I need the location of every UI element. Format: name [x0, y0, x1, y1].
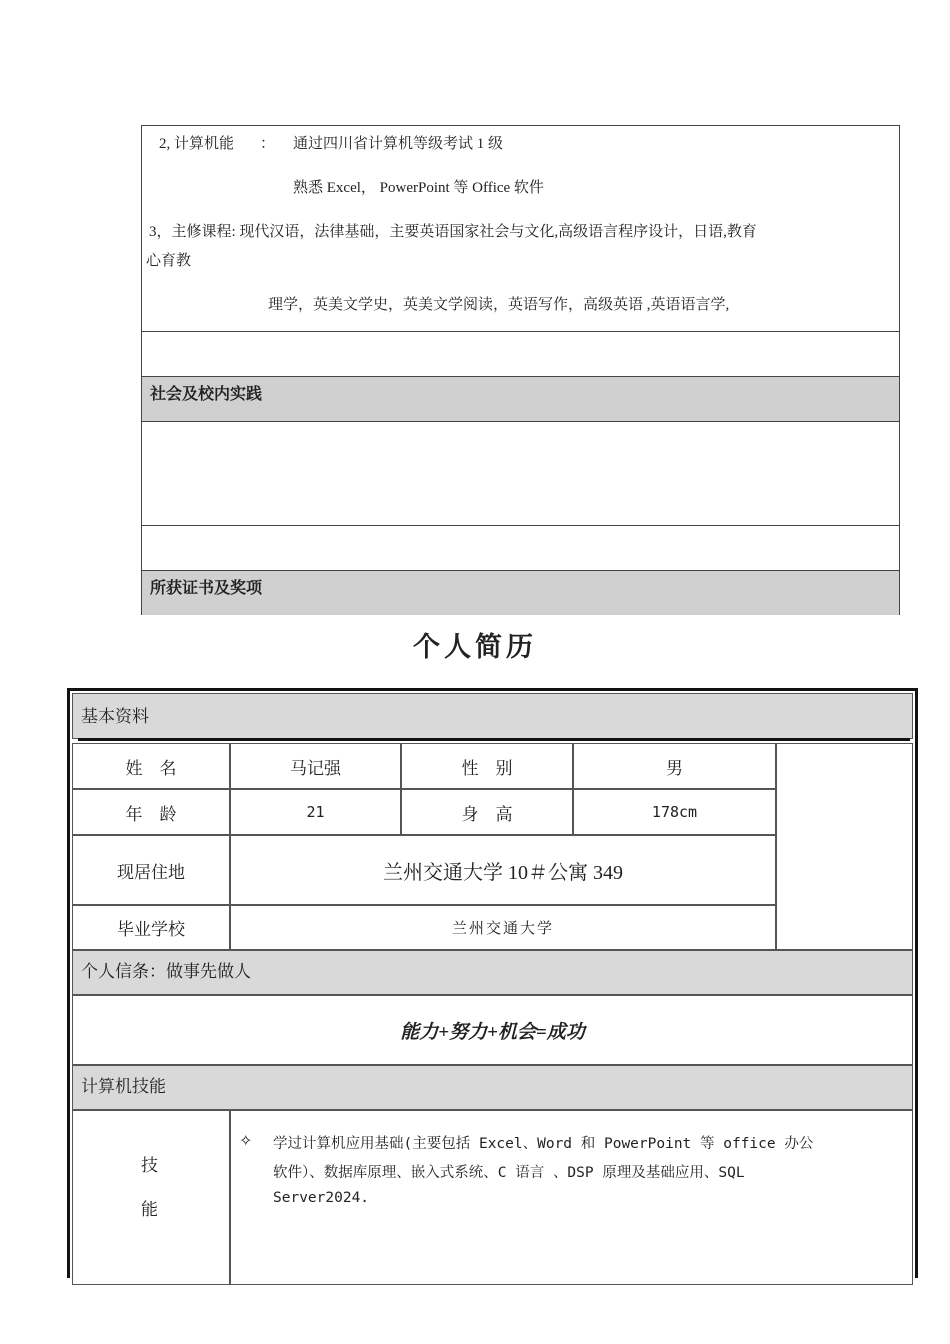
skills-label-2: 能 [141, 1200, 158, 1219]
school-label: 毕业学校 [117, 920, 185, 939]
computer-exam-text: 通过四川省计算机等级考试 1 级 [293, 136, 504, 152]
divider [142, 421, 899, 422]
name-label: 姓 名 [125, 758, 177, 778]
computer-skill-label-b: 能 [219, 136, 235, 152]
courses-text-wrap: 心育教 [146, 253, 192, 269]
bullet-icon: ✧ [239, 1131, 253, 1150]
skills-line-3: Server2024. [273, 1190, 370, 1206]
height-value-cell [573, 789, 776, 835]
motto-title: 个人信条：做事先做人 [81, 962, 251, 981]
gender-label: 性 别 [461, 758, 513, 778]
address-label: 现居住地 [117, 862, 185, 882]
address-label-cell [72, 835, 230, 905]
page-title: 个人简历 [413, 632, 537, 663]
motto-value: 能力+努力+机会=成功 [400, 1021, 585, 1043]
awards-header [142, 570, 899, 615]
skills-label-1: 技 [141, 1156, 158, 1175]
social-practice-title: 社会及校内实践 [150, 384, 263, 403]
age-value-cell [230, 789, 401, 835]
divider [142, 331, 899, 332]
school-value: 兰州交通大学 [451, 921, 554, 937]
age-label: 年 龄 [125, 804, 177, 824]
height-label-cell [401, 789, 573, 835]
gender-value-cell [573, 743, 776, 789]
office-skill-text: 熟悉 Excel， PowerPoint 等 Office 软件 [293, 180, 544, 196]
name-label-cell [72, 743, 230, 789]
skills-detail-cell [230, 1110, 913, 1285]
name-value: 马记强 [290, 758, 341, 778]
courses-text: 3，主修课程: 现代汉语，法律基础，主要英语国家社会与文化,高级语言程序设计，日语,教育 [149, 224, 757, 240]
address-value: 兰州交通大学 10＃公寓 349 [383, 861, 623, 884]
photo-cell [776, 743, 913, 950]
computer-skill-label [159, 132, 234, 153]
basic-info-header [72, 693, 913, 739]
motto-header [72, 950, 913, 995]
computer-skill-label-a: 2, 计算机 [159, 136, 220, 152]
basic-info-title: 基本资料 [81, 707, 149, 726]
skills-header [72, 1065, 913, 1110]
awards-title: 所获证书及奖项 [150, 578, 263, 597]
divider [142, 525, 899, 526]
gender-value: 男 [666, 758, 683, 778]
school-label-cell [72, 905, 230, 950]
address-value-cell [230, 835, 776, 905]
height-value: 178cm [651, 803, 698, 821]
age-label-cell [72, 789, 230, 835]
computer-skill-colon: ： [260, 136, 276, 152]
resume-table [67, 688, 918, 1278]
school-value-cell [230, 905, 776, 950]
education-table [141, 125, 900, 615]
skills-title: 计算机技能 [81, 1077, 166, 1096]
motto-cell [72, 995, 913, 1065]
divider [142, 570, 899, 571]
social-practice-header [142, 376, 899, 421]
skills-label-cell [72, 1110, 230, 1285]
age-value: 21 [306, 803, 325, 821]
skills-line-2: 软件）、数据库原理、嵌入式系统、C 语言 、DSP 原理及基础应用、SQL [273, 1165, 745, 1181]
gender-label-cell [401, 743, 573, 789]
skills-line-1: 学过计算机应用基础(主要包括 Excel、Word 和 PowerPoint 等 office 办公 [273, 1136, 814, 1152]
double-rule [78, 738, 910, 741]
divider [142, 376, 899, 377]
name-value-cell [230, 743, 401, 789]
height-label: 身 高 [461, 804, 513, 824]
courses-text-cont: 理学，英美文学史，英美文学阅读，英语写作，高级英语 ,英语语言学, [268, 297, 730, 313]
